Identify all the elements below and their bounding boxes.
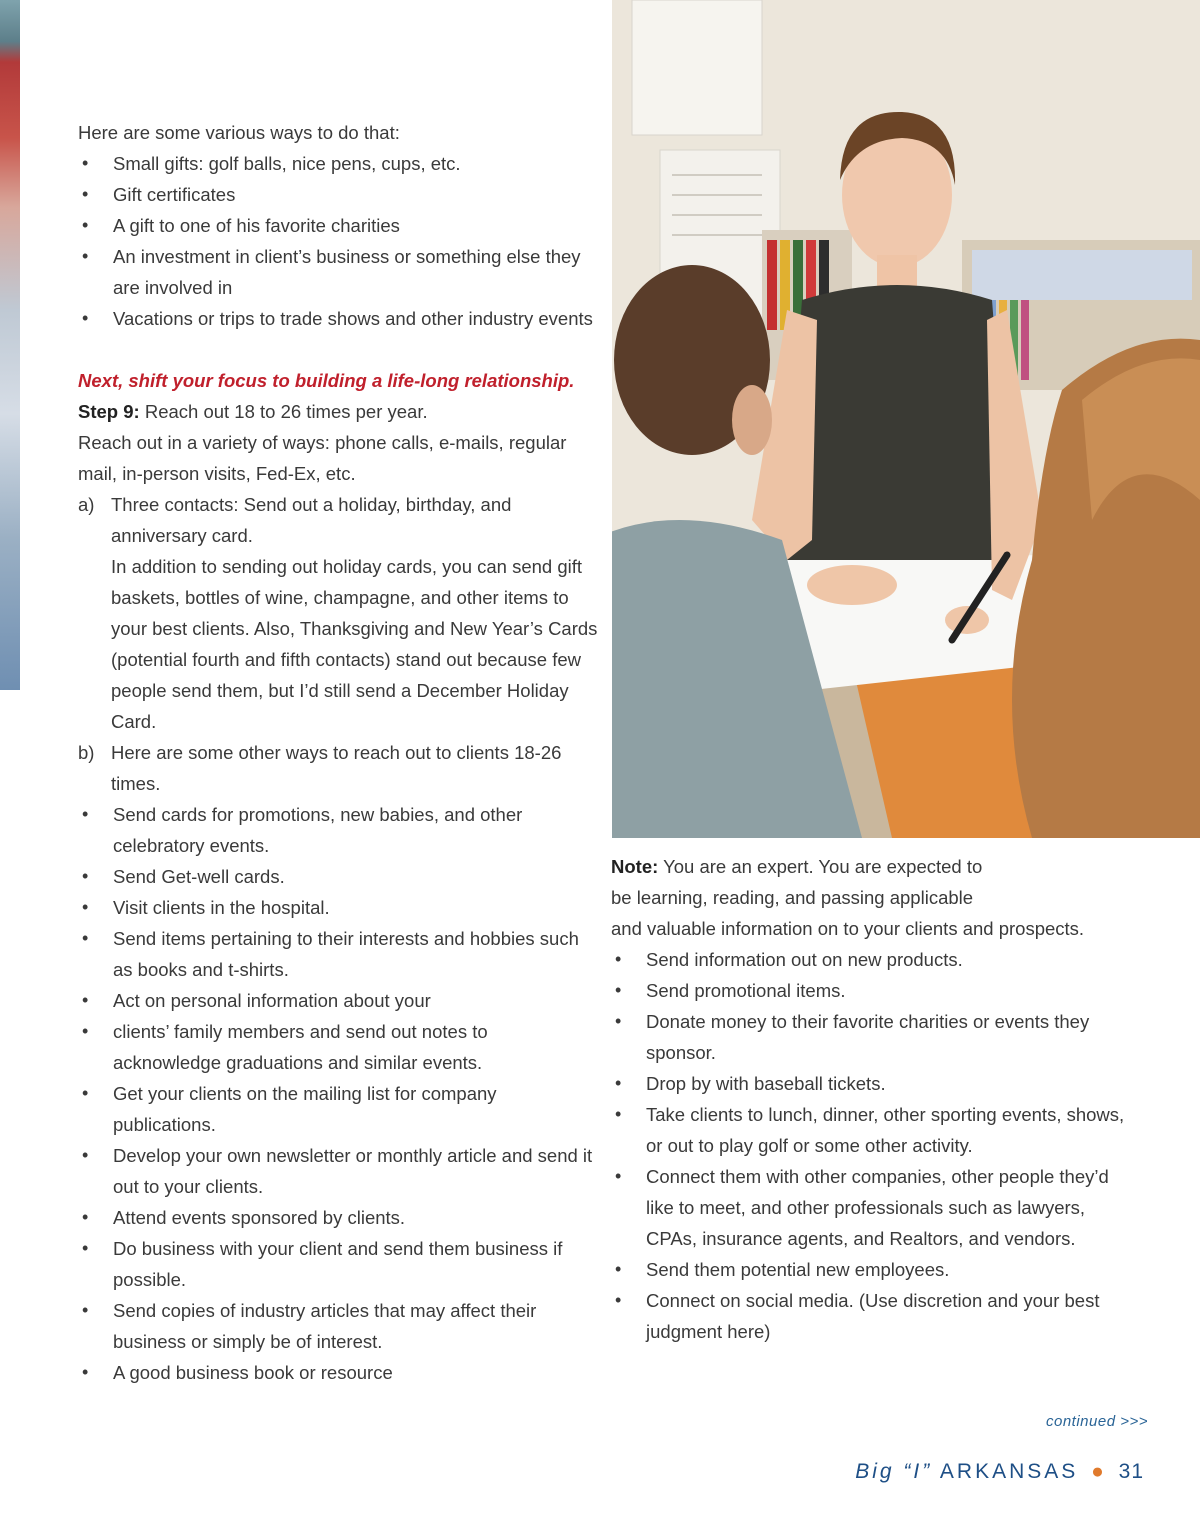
section-heading: Next, shift your focus to building a life-long relationship. <box>78 370 575 391</box>
list-item: • Connect on social media. (Use discretion and your best judgment here) <box>611 1285 1131 1347</box>
publication-name: Big “I” <box>855 1460 933 1483</box>
photo-illustration <box>612 0 1200 838</box>
footer-bullet-icon: ● <box>1091 1460 1104 1483</box>
intro-text: Here are some various ways to do that: <box>78 122 400 143</box>
list-item: • Attend events sponsored by clients. <box>78 1202 598 1233</box>
list-item: • Small gifts: golf balls, nice pens, cups, etc. <box>78 148 598 179</box>
item-a-text: Three contacts: Send out a holiday, birthday, and anniversary card. <box>111 494 512 546</box>
list-item: • Develop your own newsletter or monthly article and send it out to your clients. <box>78 1140 598 1202</box>
note-line-2: be learning, reading, and passing applicable <box>611 887 974 908</box>
item-b-text: Here are some other ways to reach out to clients 18-26 times. <box>111 742 562 794</box>
list-item: • Gift certificates <box>78 179 598 210</box>
list-item: • Vacations or trips to trade shows and other industry events <box>78 303 598 334</box>
office-meeting-photo <box>612 0 1200 838</box>
page-number: 31 <box>1118 1460 1144 1483</box>
list-item: • An investment in client’s business or something else they are involved in <box>78 241 598 303</box>
item-b <box>78 737 598 799</box>
note-text: You are an expert. You are expected to <box>658 856 983 877</box>
list-item: • A gift to one of his favorite charities <box>78 210 598 241</box>
list-item: • Send copies of industry articles that may affect their business or simply be of interest. <box>78 1295 598 1357</box>
list-item: • Donate money to their favorite charities or events they sponsor. <box>611 1006 1131 1068</box>
note-line-3: and valuable information on to your clients and prospects. <box>611 918 1085 939</box>
list-item: • A good business book or resource <box>78 1357 598 1388</box>
note-label: Note: <box>611 856 659 877</box>
right-column <box>611 851 1131 1347</box>
ways-text: Reach out in a variety of ways: phone calls, e-mails, regular mail, in-person visits, Fed-Ex, etc. <box>78 432 567 484</box>
list-item: • Connect them with other companies, other people they’d like to meet, and other professionals such as lawyers, CPAs, insurance agents, and Realtors, and vendors. <box>611 1161 1131 1254</box>
list-item: • Send Get-well cards. <box>78 861 598 892</box>
continued-link[interactable]: continued >>> <box>1045 1413 1148 1430</box>
list-item: • Send items pertaining to their interests and hobbies such as books and t-shirts. <box>78 923 598 985</box>
list-item: • Visit clients in the hospital. <box>78 892 598 923</box>
item-b-marker: b) <box>78 742 95 763</box>
list-item: • Send promotional items. <box>611 975 1131 1006</box>
list-item: • Take clients to lunch, dinner, other sporting events, shows, or out to play golf or some other activity. <box>611 1099 1131 1161</box>
list-item: • Get your clients on the mailing list for company publications. <box>78 1078 598 1140</box>
note-line-1 <box>611 851 1131 882</box>
list-item: • Send them potential new employees. <box>611 1254 1131 1285</box>
step-label: Step 9: <box>78 401 140 422</box>
left-column <box>78 117 598 1388</box>
publication-state: ARKANSAS <box>939 1460 1079 1483</box>
list-item: • Send cards for promotions, new babies, and other celebratory events. <box>78 799 598 861</box>
left-edge-photo-strip <box>0 0 20 690</box>
list-item: • Drop by with baseball tickets. <box>611 1068 1131 1099</box>
page-footer <box>855 1460 1144 1484</box>
list-item: • Act on personal information about your <box>78 985 598 1016</box>
item-a-detail: In addition to sending out holiday cards, you can send gift baskets, bottles of wine, champagne, and other items to your best clients. Also, Thanksgiving and New Year’s Cards (potential fourth and fifth contacts) stand out because few people send them, but I’d still send a December Holiday Card. <box>111 556 598 732</box>
list-item: • Do business with your client and send them business if possible. <box>78 1233 598 1295</box>
item-a <box>78 489 598 551</box>
step-text: Reach out 18 to 26 times per year. <box>139 401 428 422</box>
list-item: • clients’ family members and send out notes to acknowledge graduations and similar events. <box>78 1016 598 1078</box>
item-a-marker: a) <box>78 494 95 515</box>
step-line <box>78 396 598 427</box>
list-item: • Send information out on new products. <box>611 944 1131 975</box>
